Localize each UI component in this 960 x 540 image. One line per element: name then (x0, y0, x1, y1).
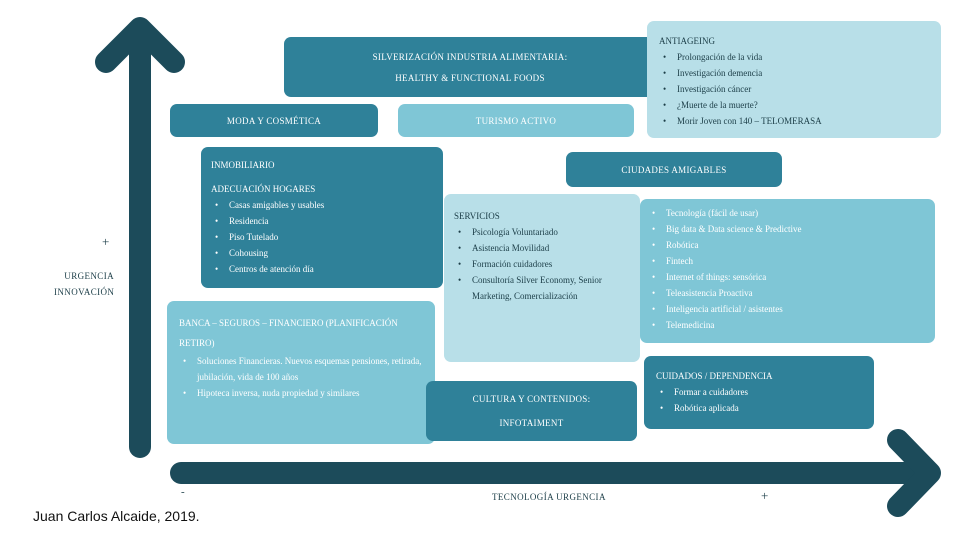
banca-list (179, 353, 425, 401)
servicios-list (454, 224, 630, 304)
list-item: • Piso Tutelado (211, 229, 443, 245)
list-item: • Investigación demencia (659, 65, 941, 81)
antiageing-title: ANTIAGEING (659, 36, 715, 46)
box-cultura-contenidos (426, 381, 637, 441)
cuidados-list (656, 384, 874, 416)
box-cuidados-dependencia (644, 356, 874, 429)
inmobiliario-list (211, 197, 443, 277)
y-axis-plus: + (102, 234, 110, 249)
cuidados-title: CUIDADOS / DEPENDENCIA (656, 371, 773, 381)
list-item: • Formar a cuidadores (656, 384, 874, 400)
list-item: • Internet of things: sensórica (648, 269, 929, 285)
tecnologia-list (648, 205, 929, 333)
box-turismo-activo (398, 104, 634, 137)
turismo-label: TURISMO ACTIVO (475, 115, 557, 126)
box-moda-cosmetica (170, 104, 378, 137)
inmobiliario-subtitle: ADECUACIÓN HOGARES (211, 184, 316, 194)
list-item: • Robótica aplicada (656, 400, 874, 416)
list-item: • Prolongación de la vida (659, 49, 941, 65)
box-antiageing (647, 21, 941, 138)
y-axis-label-line1: URGENCIA (64, 271, 114, 281)
list-item: • Teleasistencia Proactiva (648, 285, 929, 301)
y-axis-label-line2: INNOVACIÓN (54, 287, 115, 297)
list-item: • Soluciones Financieras. Nuevos esquemas pensiones, retirada, jubilación, vida de 100 años (179, 353, 425, 385)
box-ciudades-amigables (566, 152, 782, 187)
box-banca-seguros (167, 301, 435, 444)
list-item: • Morir Joven con 140 – TELOMERASA (659, 113, 941, 129)
antiageing-list (659, 49, 941, 129)
x-axis-plus: + (761, 488, 769, 503)
list-item: • Casas amigables y usables (211, 197, 443, 213)
list-item: • Residencia (211, 213, 443, 229)
list-item: • Consultoría Silver Economy, Senior Marketing, Comercialización (454, 272, 630, 304)
list-item: • Fintech (648, 253, 929, 269)
box-inmobiliario (201, 147, 443, 288)
cultura-line1: CULTURA Y CONTENIDOS: (472, 394, 591, 404)
list-item: • Inteligencia artificial / asistentes (648, 301, 929, 317)
list-item: • Big data & Data science & Predictive (648, 221, 929, 237)
silver-line1: SILVERIZACIÓN INDUSTRIA ALIMENTARIA: (372, 51, 568, 62)
list-item: • Investigación cáncer (659, 81, 941, 97)
servicios-title: SERVICIOS (454, 211, 500, 221)
ciudades-label: CIUDADES AMIGABLES (621, 164, 727, 175)
list-item: • ¿Muerte de la muerte? (659, 97, 941, 113)
list-item: • Centros de atención día (211, 261, 443, 277)
list-item: • Psicología Voluntariado (454, 224, 630, 240)
banca-title: BANCA – SEGUROS – FINANCIERO (PLANIFICACIÓN RETIRO) (179, 318, 398, 348)
list-item: • Cohousing (211, 245, 443, 261)
y-axis-label (54, 268, 114, 300)
author-credit: Juan Carlos Alcaide, 2019. (33, 508, 200, 524)
list-item: • Tecnología (fácil de usar) (648, 205, 929, 221)
inmobiliario-title: INMOBILIARIO (211, 160, 275, 170)
cultura-line2: INFOTAIMENT (499, 418, 564, 428)
x-axis-label: TECNOLOGÍA URGENCIA (492, 492, 606, 502)
silver-line2: HEALTHY & FUNCTIONAL FOODS (395, 72, 545, 83)
x-axis-minus: - (181, 486, 186, 498)
moda-label: MODA Y COSMÉTICA (226, 115, 322, 126)
box-servicios (444, 194, 640, 362)
list-item: • Telemedicina (648, 317, 929, 333)
box-tecnologia (640, 199, 935, 343)
list-item: • Hipoteca inversa, nuda propiedad y similares (179, 385, 425, 401)
list-item: • Robótica (648, 237, 929, 253)
list-item: • Formación cuidadores (454, 256, 630, 272)
list-item: • Asistencia Movilidad (454, 240, 630, 256)
box-silverizacion (284, 37, 656, 97)
